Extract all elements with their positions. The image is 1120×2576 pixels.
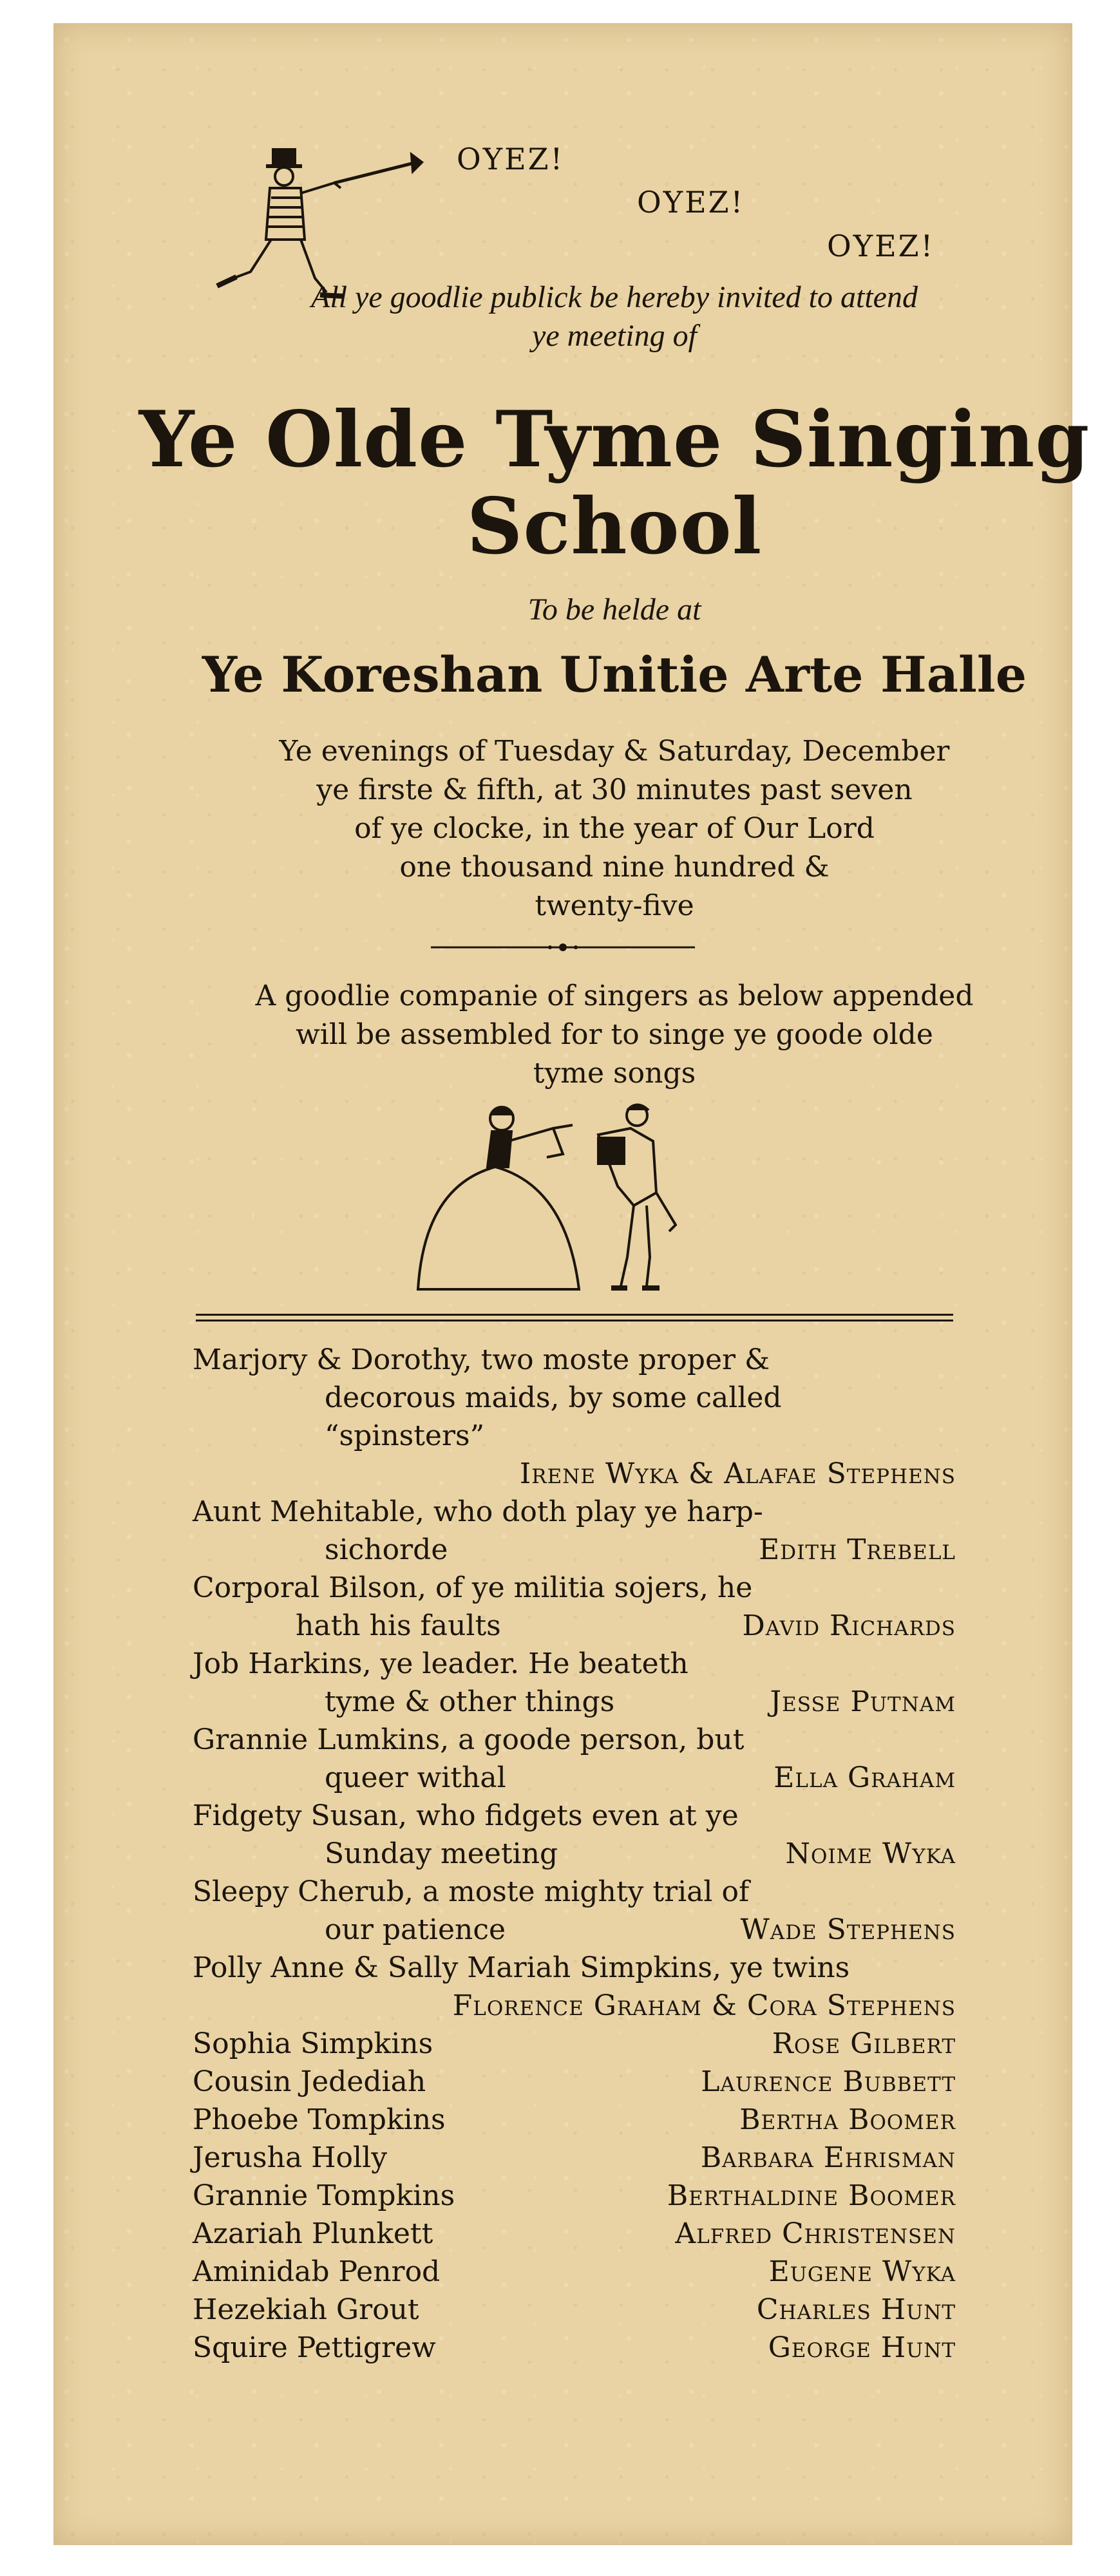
cast-role-line: our patience [325,1913,506,1946]
cast-performer: Charles Hunt [756,2293,956,2326]
oyez-2: OYEZ! [637,185,745,220]
oyez-1: OYEZ! [457,142,565,176]
cast-role-line: “spinsters” [325,1419,485,1452]
cast-role-line: Sunday meeting [325,1837,558,1870]
invitation-line-1: All ye goodlie publick be hereby invited to attend [311,280,918,314]
cast-role-line: Sophia Simpkins [193,2027,433,2060]
cast-role-line: Marjory & Dorothy, two moste proper & [193,1343,770,1376]
oyez-3: OYEZ! [827,229,935,263]
cast-role-line: sichorde [325,1533,448,1566]
cast-performer: Ella Graham [774,1761,956,1794]
cast-performer: George Hunt [768,2331,956,2364]
cast-performer: Florence Graham & Cora Stephens [452,1989,956,2022]
title-line-2: School [466,481,763,572]
companie-paragraph: A goodlie companie of singers as below appended will be assembled for to singe ye goode olde tyme songs [255,980,974,1090]
double-rule-bottom [196,1320,953,1321]
cast-role-line: Corporal Bilson, of ye militia sojers, he [193,1571,753,1604]
cast-role-line: queer withal [325,1761,506,1794]
ornament-divider [431,940,695,955]
double-rule-top [196,1314,953,1316]
cast-role-line: Grannie Tompkins [193,2179,455,2212]
program-sheet [53,23,1090,2545]
cast-role-line: Job Harkins, ye leader. He beateth [193,1647,688,1680]
cast-performer: Rose Gilbert [772,2027,956,2060]
cast-performer: Laurence Bubbett [701,2065,956,2098]
cast-performer: Irene Wyka & Alafae Stephens [519,1457,956,1490]
date-paragraph: Ye evenings of Tuesday & Saturday, December ye firste & fifth, at 30 minutes past seven of ye clocke, in the year of Our Lord one thousand nine hundred & twenty-five [279,735,950,922]
cast-role-line: decorous maids, by some called [325,1381,782,1414]
cast-performer: Eugene Wyka [768,2255,956,2288]
cast-role-line: Aminidab Penrod [193,2255,441,2288]
cast-performer: Berthaldine Boomer [667,2179,956,2212]
cast-role-line: Azariah Plunkett [193,2217,433,2250]
cast-role-line: Aunt Mehitable, who doth play ye harp- [193,1495,763,1528]
cast-role-line: Sleepy Cherub, a moste mighty trial of [193,1875,750,1908]
title-line-1: Ye Olde Tyme Singing [138,394,1090,485]
cast-role-line: Jerusha Holly [193,2141,388,2174]
cast-role-line: Cousin Jedediah [193,2065,426,2098]
cast-role-line: tyme & other things [325,1685,615,1718]
cast-performer: Jesse Putnam [770,1685,956,1718]
cast-performer: Edith Trebell [759,1533,956,1566]
cast-performer: David Richards [742,1609,956,1642]
cast-role-line: Polly Anne & Sally Mariah Simpkins, ye twins [193,1951,850,1984]
cast-performer: Bertha Boomer [739,2103,956,2136]
cast-role-line: Hezekiah Grout [193,2293,419,2326]
cast-performer: Alfred Christensen [675,2217,956,2250]
couple-illustration [405,1096,740,1296]
cast-performer: Barbara Ehrisman [700,2141,956,2174]
cast-performer: Noime Wyka [785,1837,956,1870]
cast-role-line: hath his faults [296,1609,501,1642]
cast-role-line: Grannie Lumkins, a goode person, but [193,1723,745,1756]
to-be-held: To be helde at [527,592,701,627]
cast-role-line: Phoebe Tompkins [193,2103,446,2136]
invitation-line-2: ye meeting of [532,319,697,353]
venue-name: Ye Koreshan Unitie Arte Halle [202,646,1027,703]
cast-role-line: Fidgety Susan, who fidgets even at ye [193,1799,739,1832]
cast-performer: Wade Stephens [740,1913,956,1946]
cast-role-line: Squire Pettigrew [193,2331,436,2364]
